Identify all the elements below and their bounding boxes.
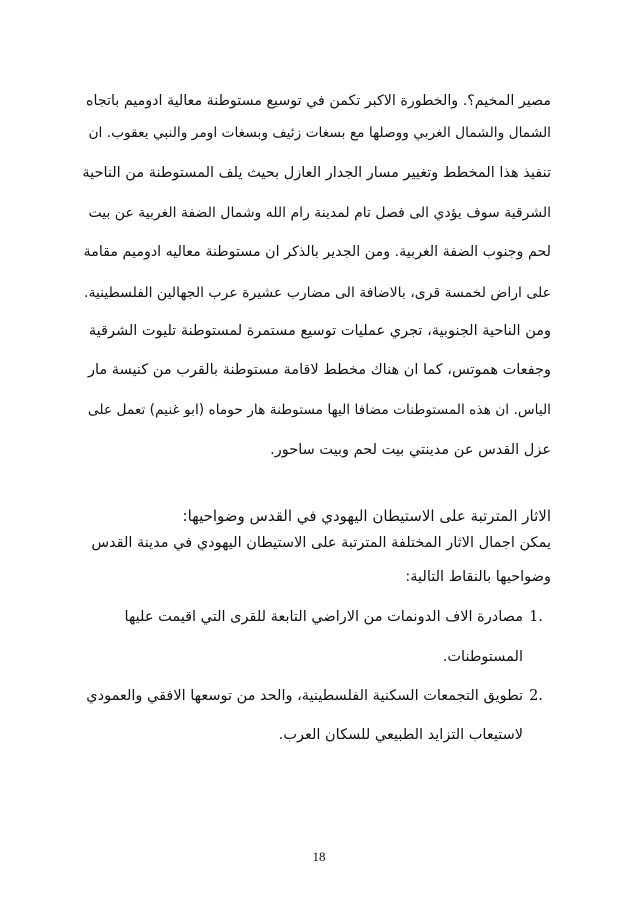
paragraph-line: ومن الناحية الجنوبية، تجري عمليات توسيع مستمرة لمستوطنة تليوت الشرقية — [88, 323, 551, 339]
paragraph-line: لحم وجنوب الضفة الغربية. ومن الجدير بالذكر ان مستوطنة معاليه ادوميم مقامة — [83, 244, 551, 260]
list-item-text: مصادرة الاف الدونمات من الاراضي التابعة للقرى التي اقيمت عليها — [124, 609, 523, 625]
paragraph-line: على اراض لخمسة قرى، بالاضافة الى مضارب عشيرة عرب الجهالين الفلسطينية. — [84, 285, 551, 301]
page-number: 18 — [312, 849, 326, 864]
paragraph-line: الشمال والشمال الغربي ووصلها مع بسغات زئيف وبسغات اومر والنبي يعقوب. ان — [88, 125, 551, 141]
paragraph-line: وجفعات هموتس، كما ان هناك مخطط لاقامة مستوطنة بالقرب من كنيسة مار — [88, 362, 551, 378]
list-item-number: 1. — [529, 609, 543, 625]
list-item-number: 2. — [529, 688, 543, 704]
paragraph-line: عزل القدس عن مدينتي بيت لحم وبيت ساحور. — [270, 442, 551, 458]
intro-line: وضواحيها بالنقاط التالية: — [405, 569, 551, 585]
intro-line: يمكن اجمال الاثار المختلفة المترتبة على الاستيطان اليهودي في مدينة القدس — [91, 535, 551, 551]
paragraph-line: الياس. ان هذه المستوطنات مضافا اليها مستوطنة هار حوماه (ابو غنيم) تعمل على — [87, 402, 551, 418]
list-item-text: المستوطنات. — [442, 649, 523, 665]
list-item-text: لاستيعاب التزايد الطبيعي للسكان العرب. — [278, 727, 523, 743]
section-heading: الاثار المترتبة على الاستيطان اليهودي في القدس وضواحيها: — [182, 507, 551, 525]
paragraph-line: تنفيذ هذا المخطط وتغيير مسار الجدار العازل بحيث يلف المستوطنة من الناحية — [82, 165, 551, 181]
paragraph-line: مصير المخيم؟. والخطورة الاكبر تكمن في توسيع مستوطنة معالية ادوميم باتجاه — [86, 93, 551, 109]
list-item-text: تطويق التجمعات السكنية الفلسطينية، والحد من توسعها الافقي والعمودي — [86, 688, 523, 704]
paragraph-line: الشرقية سوف يؤدي الى فصل تام لمدينة رام الله وشمال الضفة الغربية عن بيت — [88, 205, 551, 221]
